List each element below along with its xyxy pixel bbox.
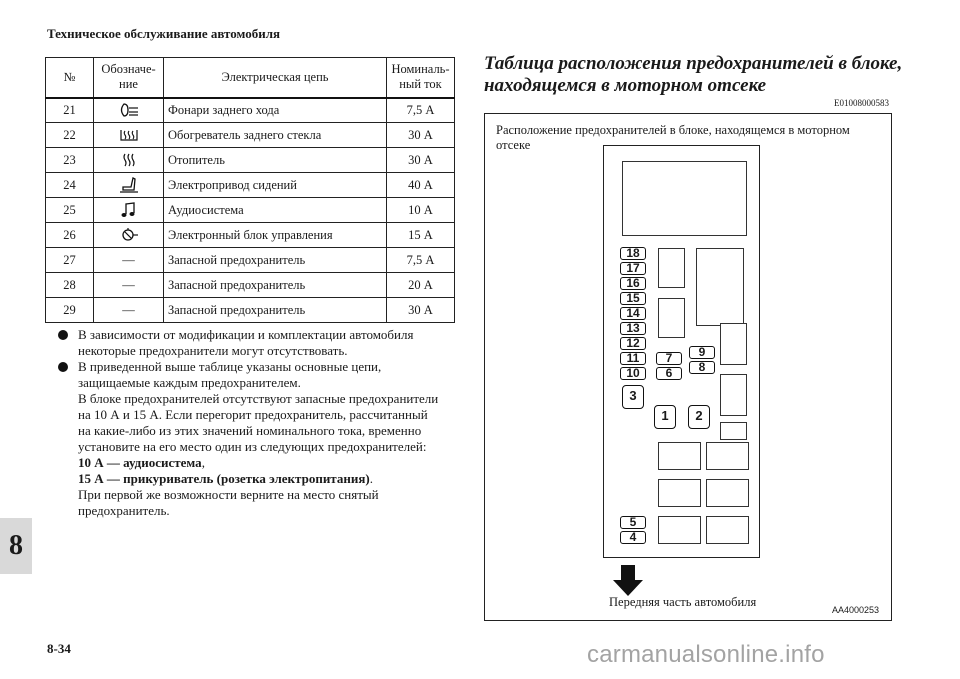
relay-block xyxy=(658,248,685,288)
relay-block xyxy=(658,298,685,338)
row-rating: 30 А xyxy=(387,123,455,148)
relay-block xyxy=(720,323,747,365)
row-rating: 20 А xyxy=(387,273,455,298)
note-line: некоторые предохранители могут отсутствовать. xyxy=(78,343,348,358)
heater-icon xyxy=(118,152,140,168)
rear-defroster-icon xyxy=(118,127,140,143)
note-substitute-lighter: 15 А — прикуриватель (розетка электропитания) xyxy=(78,471,370,486)
row-circuit: Запасной предохранитель xyxy=(164,298,387,323)
col-header-rating: Номиналь-ный ток xyxy=(387,58,455,98)
relay-block xyxy=(720,422,747,440)
notes xyxy=(55,327,465,519)
row-number: 22 xyxy=(46,123,94,148)
running-header: Техническое обслуживание автомобиля xyxy=(47,26,281,41)
row-rating: 15 А xyxy=(387,223,455,248)
relay-block xyxy=(622,161,747,236)
section-title: Таблица расположения предохранителей в блоке, находящемся в моторном отсеке xyxy=(484,53,903,96)
figure-code: AA4000253 xyxy=(832,605,880,615)
fuse-label: 16 xyxy=(620,277,646,290)
row-number: 25 xyxy=(46,198,94,223)
col-header-number: № xyxy=(46,58,94,98)
table-row xyxy=(46,248,455,273)
figure-footer: Передняя часть автомобиля xyxy=(609,595,757,609)
table-row xyxy=(46,173,455,198)
power-seat-icon xyxy=(118,177,140,193)
row-number: 23 xyxy=(46,148,94,173)
row-rating: 40 А xyxy=(387,173,455,198)
note-line: на 10 А и 15 А. Если перегорит предохранитель, рассчитанный xyxy=(78,407,428,422)
col-header-circuit: Электрическая цепь xyxy=(164,58,387,98)
note-line: предохранитель. xyxy=(78,503,170,518)
table-row xyxy=(46,123,455,148)
music-note-icon xyxy=(118,202,140,218)
row-circuit: Электропривод сидений xyxy=(164,173,387,198)
fuse-panel xyxy=(603,145,760,558)
bullet-icon xyxy=(58,330,68,340)
row-circuit: Запасной предохранитель xyxy=(164,273,387,298)
fuse-label: 13 xyxy=(620,322,646,335)
fuse-label: 9 xyxy=(689,346,715,359)
row-number: 29 xyxy=(46,298,94,323)
note-line: защищаемые каждым предохранителем. xyxy=(78,375,301,390)
row-circuit: Обогреватель заднего стекла xyxy=(164,123,387,148)
relay-block xyxy=(706,442,749,470)
relay-block xyxy=(658,442,701,470)
row-rating: 30 А xyxy=(387,148,455,173)
table-header-row xyxy=(46,58,455,98)
fuse-table xyxy=(45,57,455,323)
fuse-label: 3 xyxy=(622,385,644,409)
table-row xyxy=(46,298,455,323)
fuse-label: 17 xyxy=(620,262,646,275)
fuse-label: 11 xyxy=(620,352,646,365)
arrow-down-icon xyxy=(612,565,644,597)
row-number: 27 xyxy=(46,248,94,273)
figure-caption: Расположение предохранителей в блоке, находящемся в моторном отсеке xyxy=(496,123,850,152)
row-circuit: Запасной предохранитель xyxy=(164,248,387,273)
bullet-icon xyxy=(58,362,68,372)
fuse-label: 18 xyxy=(620,247,646,260)
fuse-label: 2 xyxy=(688,405,710,429)
row-symbol: — xyxy=(94,248,164,273)
table-row xyxy=(46,148,455,173)
ecu-icon xyxy=(118,227,140,243)
fuse-label: 4 xyxy=(620,531,646,544)
fuse-label: 10 xyxy=(620,367,646,380)
row-rating: 7,5 А xyxy=(387,98,455,123)
row-number: 24 xyxy=(46,173,94,198)
row-circuit: Отопитель xyxy=(164,148,387,173)
note-line: В приведенной выше таблице указаны основные цепи, xyxy=(78,359,382,374)
note-line: установите на его место один из следующих предохранителей: xyxy=(78,439,427,454)
row-number: 21 xyxy=(46,98,94,123)
note-line: В зависимости от модификации и комплектации автомобиля xyxy=(78,327,414,342)
note-substitute-audio: 10 А — аудиосистема xyxy=(78,455,202,470)
section-tab: 8 xyxy=(0,518,32,574)
relay-block xyxy=(720,374,747,416)
row-number: 26 xyxy=(46,223,94,248)
row-circuit: Электронный блок управления xyxy=(164,223,387,248)
row-rating: 30 А xyxy=(387,298,455,323)
table-row xyxy=(46,223,455,248)
row-rating: 7,5 А xyxy=(387,248,455,273)
relay-block xyxy=(658,516,701,544)
page-number: 8-34 xyxy=(47,641,71,656)
col-header-symbol: Обозначе-ние xyxy=(94,58,164,98)
fuse-label: 1 xyxy=(654,405,676,429)
relay-block xyxy=(696,248,744,326)
fuse-label: 14 xyxy=(620,307,646,320)
relay-block xyxy=(706,479,749,507)
fuse-label: 5 xyxy=(620,516,646,529)
row-symbol: — xyxy=(94,273,164,298)
row-circuit: Фонари заднего хода xyxy=(164,98,387,123)
note-item: В приведенной выше таблице указаны основные цепи, защищаемые каждым предохранителем. В блоке предохранителей отсутствуют запасные предохранители на 10 А и 15 А. Если перегорит предохранитель, рассчитанный на какие-либо из этих значений номинального тока, временно установите на его место один из следующих предохранителей: 10 А — аудиосистема, 15 А — прикуриватель (розетка электропитания). При первой же возможности верните на место снятый предохранитель. xyxy=(55,359,465,519)
rear-fog-light-icon xyxy=(118,102,140,118)
row-rating: 10 А xyxy=(387,198,455,223)
fuse-label: 8 xyxy=(689,361,715,374)
table-row xyxy=(46,98,455,123)
relay-block xyxy=(706,516,749,544)
table-row xyxy=(46,198,455,223)
fuse-label: 6 xyxy=(656,367,682,380)
relay-block xyxy=(658,479,701,507)
note-line: В блоке предохранителей отсутствуют запасные предохранители xyxy=(78,391,439,406)
section-code: E01008000583 xyxy=(834,98,889,108)
row-symbol: — xyxy=(94,298,164,323)
note-line: При первой же возможности верните на место снятый xyxy=(78,487,379,502)
row-circuit: Аудиосистема xyxy=(164,198,387,223)
watermark: carmanualsonline.info xyxy=(587,641,825,668)
note-line: на какие-либо из этих значений номинального тока, временно xyxy=(78,423,422,438)
fuse-label: 15 xyxy=(620,292,646,305)
table-row xyxy=(46,273,455,298)
row-number: 28 xyxy=(46,273,94,298)
fuse-label: 7 xyxy=(656,352,682,365)
fuse-label: 12 xyxy=(620,337,646,350)
note-item xyxy=(55,327,465,359)
